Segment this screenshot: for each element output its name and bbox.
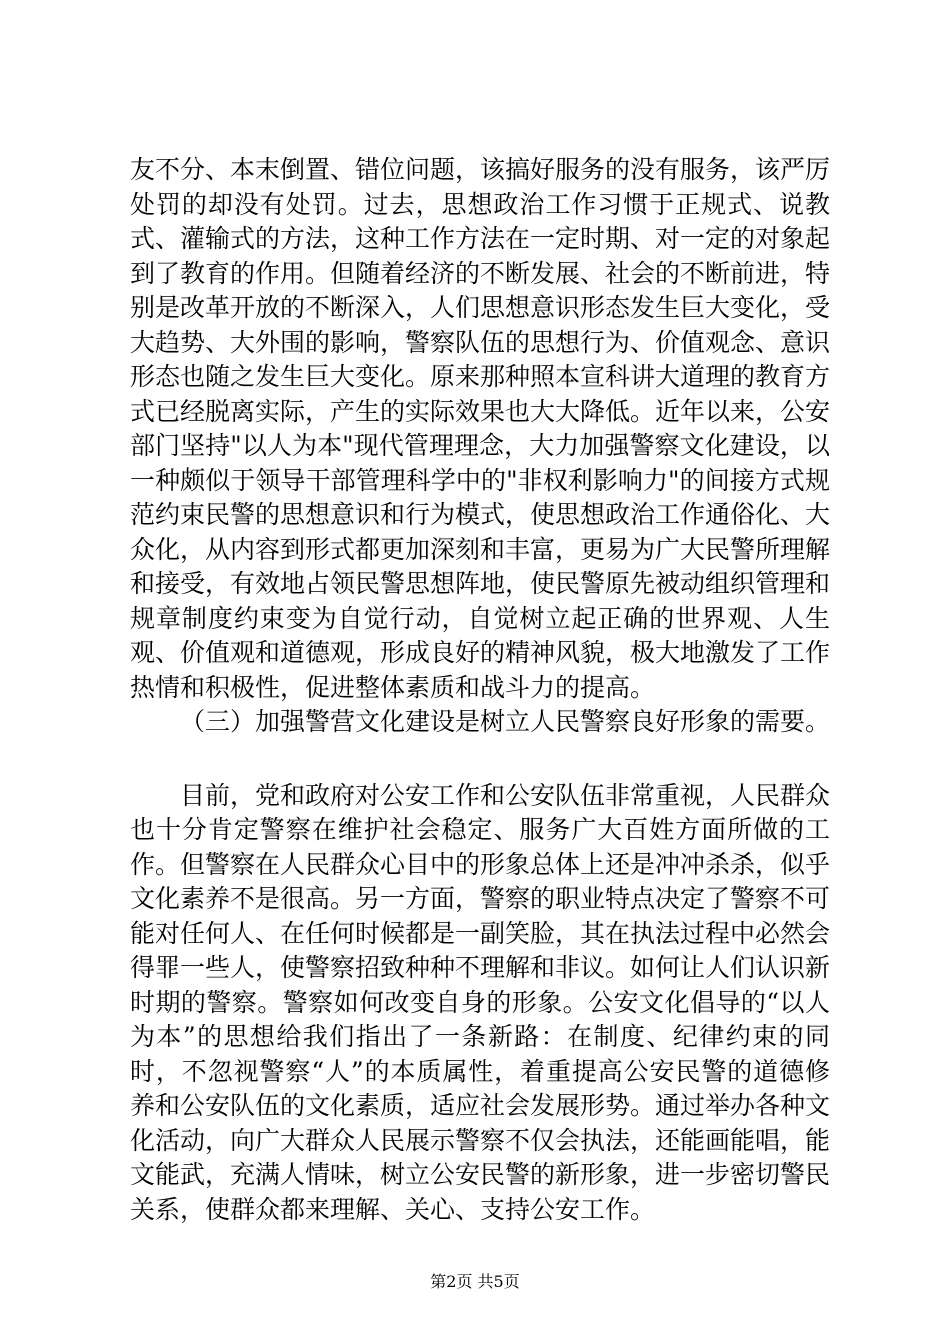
body-paragraph-continuation: 友不分、本末倒置、错位问题，该搞好服务的没有服务，该严厉处罚的却没有处罚。过去，思想政治工作习惯于正规式、说教式、灌输式的方法，这种工作方法在一定时期、对一定的对象起到了教育的作用。但随着经济的不断发展、社会的不断前进，特别是改革开放的不断深入，人们思想意识形态发生巨大变化，受大趋势、大外围的影响，警察队伍的思想行为、价值观念、意识形态也随之发生巨大变化。原来那种照本宣科讲大道理的教育方式已经脱离实际，产生的实际效果也大大降低。近年以来，公安部门坚持"以人为本"现代管理理念，大力加强警察文化建设，以一种颇似于领导干部管理科学中的"非权利影响力"的间接方式规范约束民警的思想意识和行为模式，使思想政治工作通俗化、大众化，从内容到形式都更加深刻和丰富，更易为广大民警所理解和接受，有效地占领民警思想阵地，使民警原先被动组织管理和规章制度约束变为自觉行动，自觉树立起正确的世界观、人生观、价值观和道德观，形成良好的精神风貌，极大地激发了工作热情和积极性，促进整体素质和战斗力的提高。 [130, 155, 831, 702]
section-heading: （三）加强警营文化建设是树立人民警察良好形象的需要。 [180, 707, 831, 736]
page-footer: 第2页 共5页 [430, 1272, 520, 1291]
document-body [130, 153, 830, 1227]
paragraph-spacer [130, 740, 830, 779]
body-paragraph: 目前，党和政府对公安工作和公安队伍非常重视，人民群众也十分肯定警察在维护社会稳定、服务广大百姓方面所做的工作。但警察在人民群众心目中的形象总体上还是冲冲杀杀，似乎文化素养不是很高。另一方面，警察的职业特点决定了警察不可能对任何人、在任何时候都是一副笑脸，其在执法过程中必然会得罪一些人，使警察招致种种不理解和非议。如何让人们认识新时期的警察。警察如何改变自身的形象。公安文化倡导的“以人为本”的思想给我们指出了一条新路：在制度、纪律约束的同时，不忽视警察“人”的本质属性，着重提高公安民警的道德修养和公安队伍的文化素质，适应社会发展形势。通过举办各种文化活动，向广大群众人民展示警察不仅会执法，还能画能唱，能文能武，充满人情味，树立公安民警的新形象，进一步密切警民关系，使群众都来理解、关心、支持公安工作。 [130, 780, 831, 1224]
